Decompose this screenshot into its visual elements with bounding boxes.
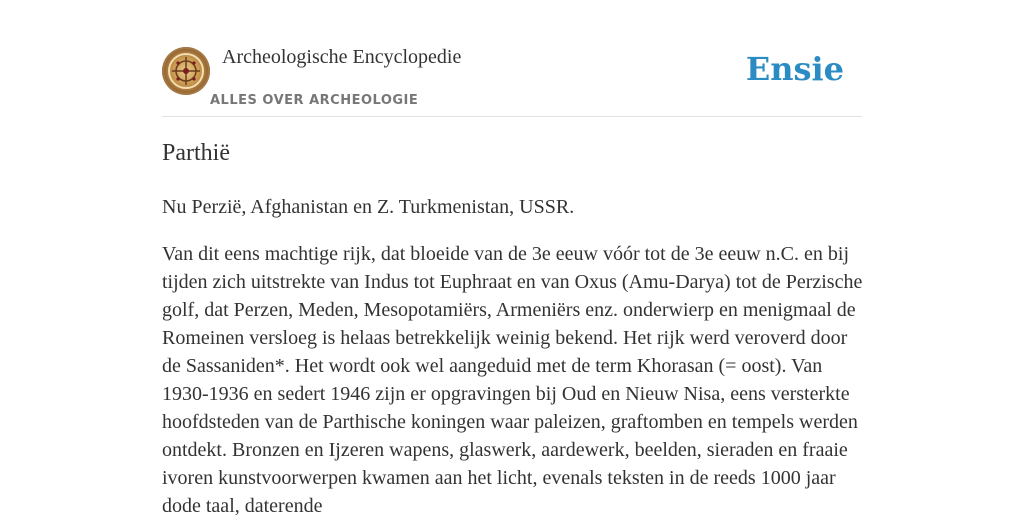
ensie-brand-link[interactable]: Ensie (745, 50, 844, 88)
article-lead: Nu Perzië, Afghanistan en Z. Turkmenistan, USSR. (162, 196, 575, 218)
encyclopedia-logo-icon[interactable] (162, 47, 210, 95)
site-header (162, 0, 862, 117)
site-tagline: ALLES OVER ARCHEOLOGIE (210, 93, 419, 108)
article-title: Parthië (162, 140, 230, 166)
site-title[interactable]: Archeologische Encyclopedie (222, 46, 462, 68)
article-body: Van dit eens machtige rijk, dat bloeide van de 3e eeuw vóór tot de 3e eeuw n.C. en bij tijden zich uitstrekte van Indus tot Euphraat en van Oxus (Amu-Darya) tot de Perzische golf, dat Perzen, Meden, Mesopotamiërs, Armeniërs enz. onderwierp en menigmaal de Romeinen versloeg is helaas betrekkelijk weinig bekend. Het rijk werd veroverd door de Sassaniden*. Het wordt ook wel aangeduid met de term Khorasan (= oost). Van 1930-1936 en sedert 1946 zijn er opgravingen bij Oud en Nieuw Nisa, eens versterkte hoofdsteden van de Parthische koningen waar paleizen, graftomben en tempels werden ontdekt. Bronzen en Ijzeren wapens, glaswerk, aardewerk, beelden, sieraden en fraaie ivoren kunstvoorwerpen kwamen aan het licht, evenals teksten in de reeds 1000 jaar dode taal, daterende (162, 243, 863, 517)
page-container (162, 0, 863, 517)
